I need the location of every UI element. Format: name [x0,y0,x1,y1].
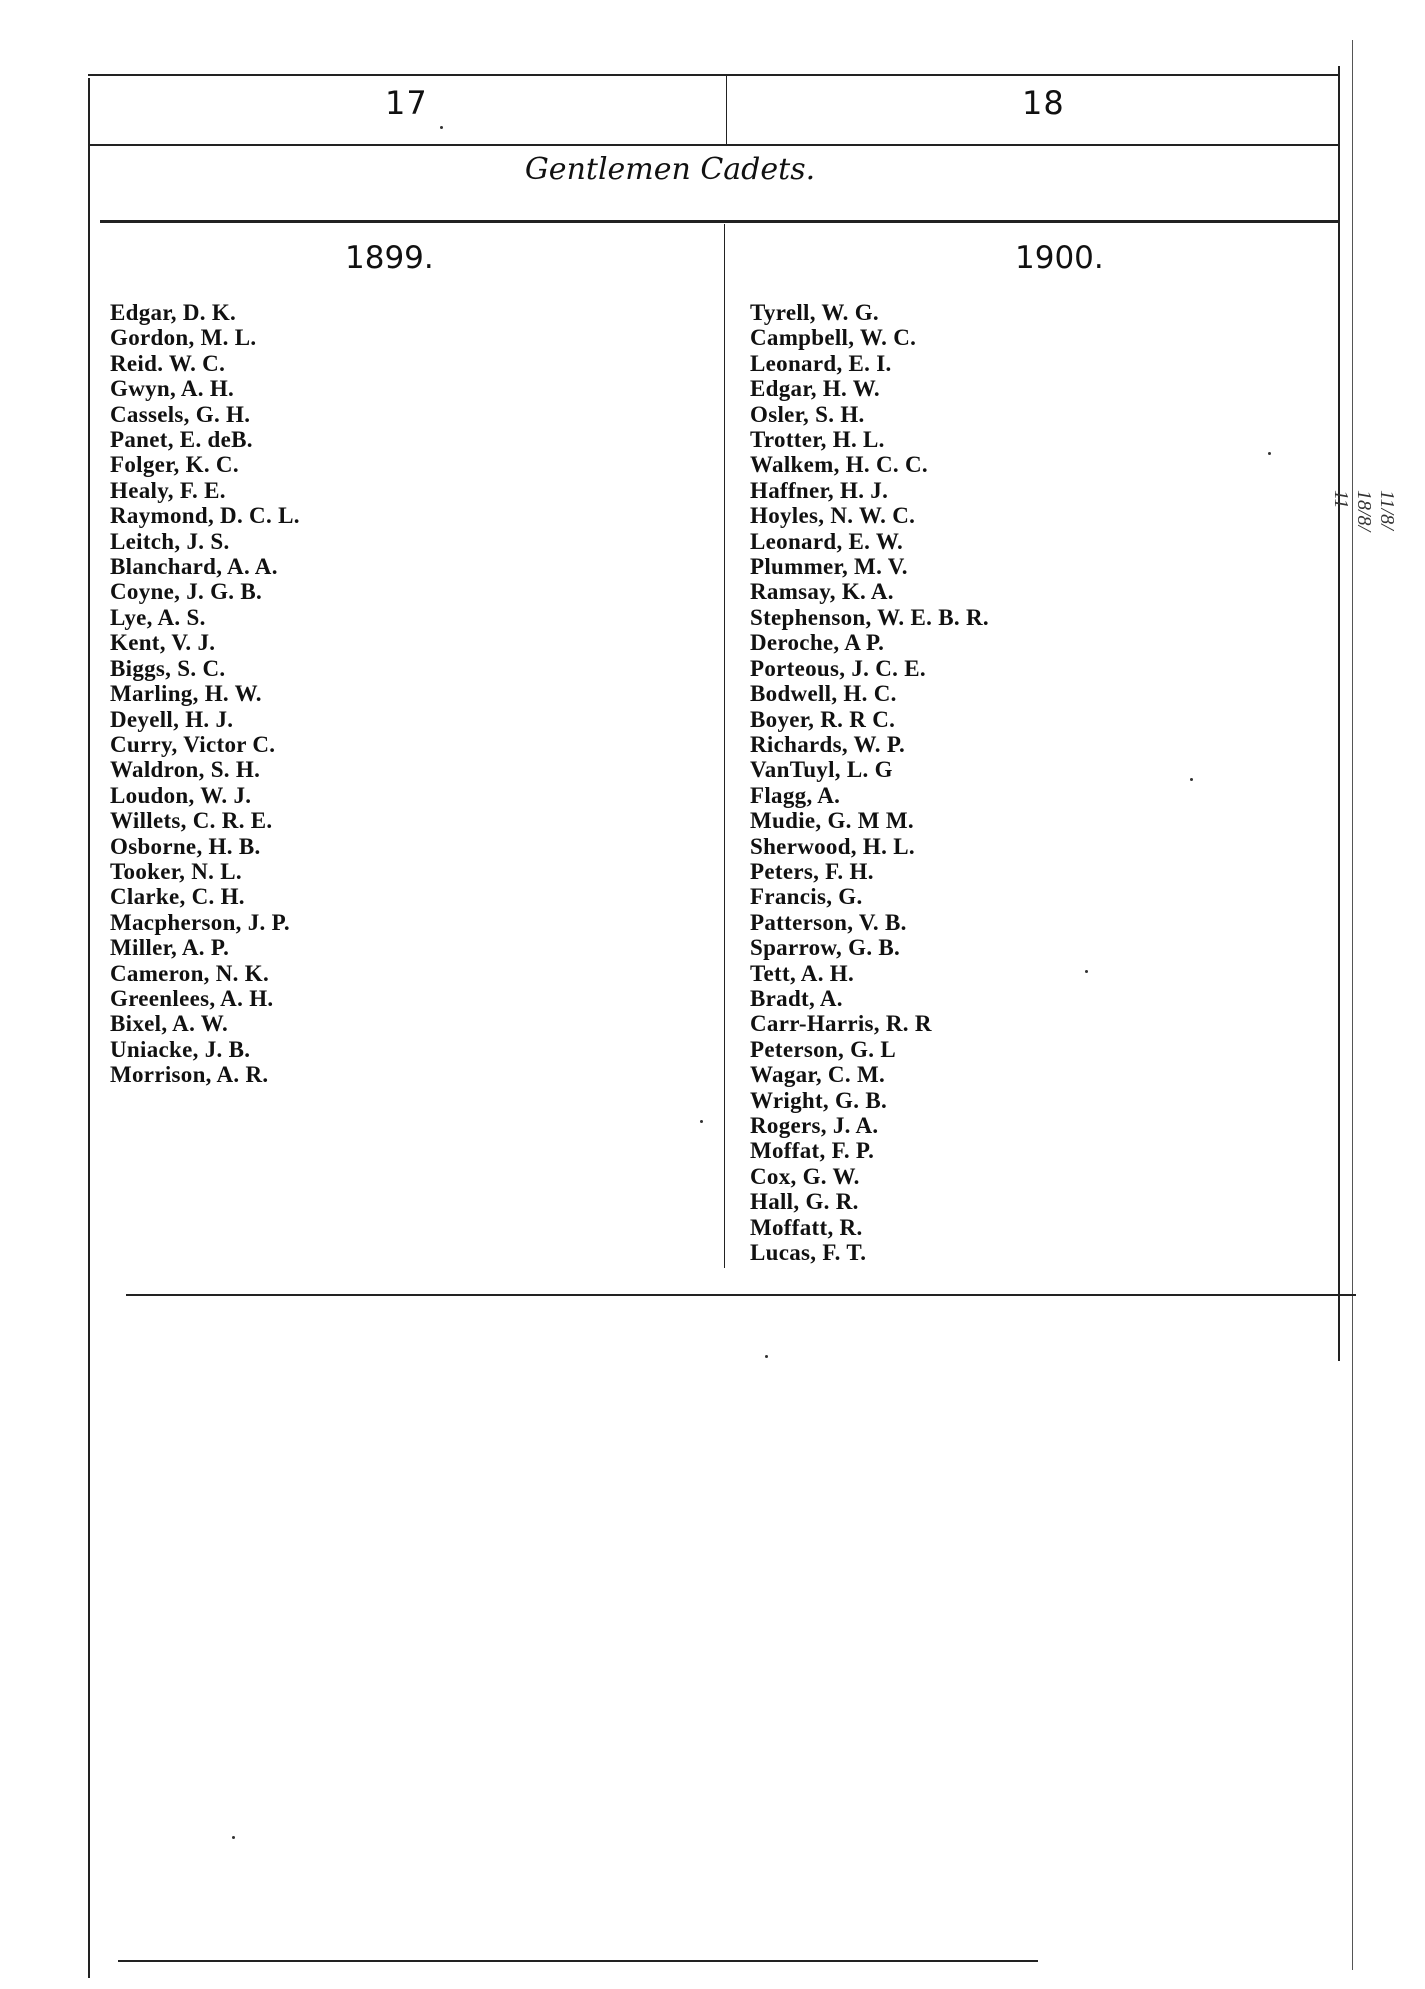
cadet-name: Gwyn, A. H. [110,376,235,402]
frame-left-border [88,78,90,1978]
cadet-name: Francis, G. [750,884,863,910]
cadet-name: Clarke, C. H. [110,884,245,910]
cadet-name: Curry, Victor C. [110,731,276,757]
cadet-name: Patterson, V. B. [750,909,907,935]
cadet-name: Folger, K. C. [110,452,239,478]
cadet-name: Carr-Harris, R. R [750,1011,932,1037]
page-bottom-rule [118,1960,1038,1962]
frame-outer-right-border [1352,40,1353,1970]
cadet-name: Plummer, M. V. [750,554,908,580]
cadet-name: Hoyles, N. W. C. [750,503,916,529]
list-bottom-rule [126,1294,1356,1296]
cadet-name: Cameron, N. K. [110,960,270,986]
section-title: Gentlemen Cadets. [524,152,816,187]
cadet-name: Trotter, H. L. [750,427,885,453]
cadet-name: Lucas, F. T. [750,1240,867,1266]
cadet-name: Kent, V. J. [110,630,216,656]
cadet-name: Moffatt, R. [750,1214,863,1240]
cadet-list-1900 [750,300,989,1265]
cadet-name: Biggs, S. C. [110,655,226,681]
cadet-name: Porteous, J. C. E. [750,655,926,681]
cadet-name: Coyne, J. G. B. [110,579,263,605]
cadet-name: Walkem, H. C. C. [750,452,928,478]
cadet-name: Tooker, N. L. [110,858,242,884]
header-top-rule [88,74,1340,76]
paper-speck [765,1355,768,1358]
cadet-name: Campbell, W. C. [750,325,917,351]
cadet-name: Loudon, W. J. [110,782,252,808]
cadet-name: Osler, S. H. [750,401,865,427]
cadet-name: Cassels, G. H. [110,401,251,427]
cadet-name: Morrison, A. R. [110,1062,269,1088]
cadet-name: Mudie, G. M M. [750,808,914,834]
column-divider [724,224,725,1268]
cadet-name: Lye, A. S. [110,604,206,630]
cadet-name: Bradt, A. [750,985,843,1011]
cadet-name: Flagg, A. [750,782,841,808]
cadet-name: Edgar, D. K. [110,300,237,325]
cadet-name: Deroche, A P. [750,630,885,656]
cadet-name: Peterson, G. L [750,1036,897,1062]
cadet-name: Sherwood, H. L. [750,833,915,859]
cadet-name: Stephenson, W. E. B. R. [750,604,989,630]
cadet-name: Gordon, M. L. [110,325,257,351]
year-heading-1899: 1899. [345,240,434,276]
cadet-name: Leitch, J. S. [110,528,230,554]
page-number-left: 17 [385,84,428,122]
frame-right-border [1338,66,1340,1361]
cadet-name: Osborne, H. B. [110,833,261,859]
cadet-name: Blanchard, A. A. [110,554,278,580]
cadet-name: Tyrell, W. G. [750,300,879,325]
year-heading-1900: 1900. [1015,240,1104,276]
cadet-name: Deyell, H. J. [110,706,234,732]
cadet-name: Cox, G. W. [750,1163,860,1189]
paper-speck [700,1120,703,1123]
cadet-name: Healy, F. E. [110,477,226,503]
cadet-name: Edgar, H. W. [750,376,880,402]
cadet-name: Raymond, D. C. L. [110,503,300,529]
cadet-name: Moffat, F. P. [750,1138,875,1164]
cadet-name: Miller, A. P. [110,935,230,961]
cadet-name: Reid. W. C. [110,350,226,376]
cadet-name: Willets, C. R. E. [110,808,273,834]
cadet-name: Uniacke, J. B. [110,1036,251,1062]
paper-speck [1085,970,1088,973]
cadet-name: Rogers, J. A. [750,1113,879,1138]
header-mid-rule [88,144,1340,146]
cadet-name: Marling, H. W. [110,681,262,707]
page-number-right: 18 [1022,84,1065,122]
paper-speck [1190,778,1193,781]
cadet-name: Bixel, A. W. [110,1011,228,1037]
title-bottom-rule [100,220,1340,223]
margin-annotation: 11/8/ 18/8/ 11 [1330,490,1398,532]
cadet-name: Wagar, C. M. [750,1062,885,1088]
cadet-name: Sparrow, G. B. [750,935,901,961]
page-number-divider [726,76,727,144]
cadet-name: Hall, G. R. [750,1189,859,1215]
cadet-list-1899 [110,300,300,1088]
paper-speck [1268,452,1271,455]
cadet-name: Tett, A. H. [750,960,855,986]
cadet-name: Macpherson, J. P. [110,909,290,935]
cadet-name: Boyer, R. R C. [750,706,896,732]
cadet-name: Panet, E. deB. [110,427,253,453]
cadet-name: Haffner, H. J. [750,477,889,503]
cadet-name: Ramsay, K. A. [750,579,894,605]
paper-speck [232,1836,235,1839]
cadet-name: Greenlees, A. H. [110,985,274,1011]
paper-speck [440,126,443,129]
cadet-name: Richards, W. P. [750,731,906,757]
cadet-name: Leonard, E. I. [750,350,892,376]
cadet-name: Waldron, S. H. [110,757,261,783]
cadet-name: Wright, G. B. [750,1087,888,1113]
cadet-name: Bodwell, H. C. [750,681,897,707]
cadet-name: Peters, F. H. [750,858,874,884]
cadet-name: Leonard, E. W. [750,528,904,554]
cadet-name: VanTuyl, L. G [750,757,893,783]
